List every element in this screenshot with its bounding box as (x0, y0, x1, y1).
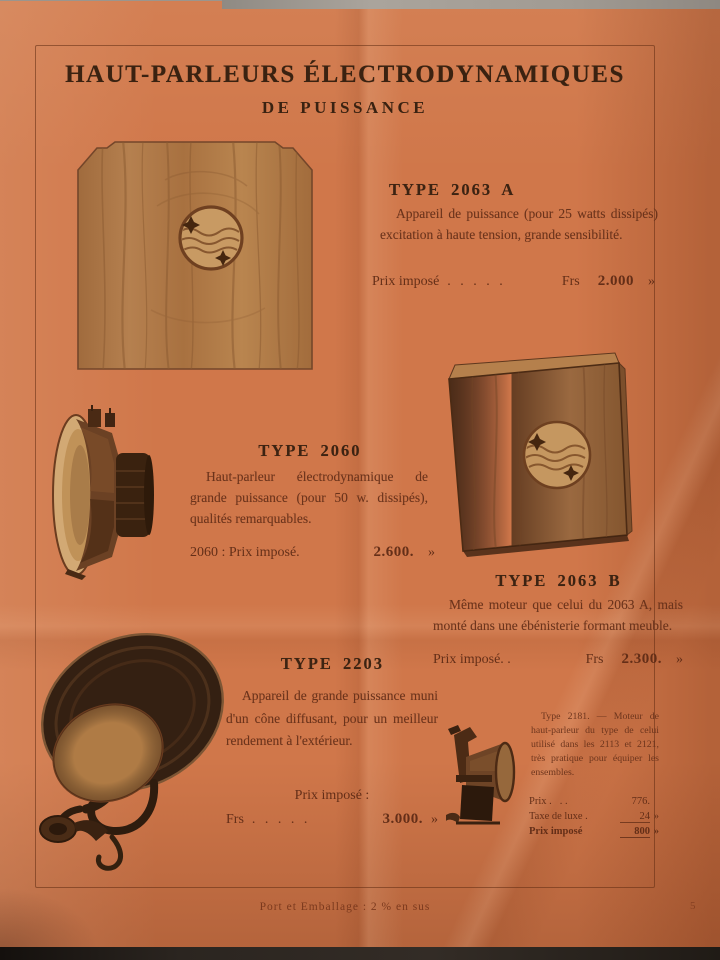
section-body-2203: Appareil de grande puissance muni d'un cône diffusant, pour un meilleur rendement à l'extérieur. (226, 688, 438, 749)
cabinet-box-illustration (433, 349, 638, 564)
photo-backdrop-bottom-edge (0, 947, 720, 960)
shipping-note: Port et Emballage : 2 % en sus (259, 901, 431, 913)
price-row (529, 796, 659, 811)
motor-unit-figure (428, 715, 528, 827)
section-heading-2060: TYPE 2060 (258, 441, 362, 460)
price-currency: Frs (585, 652, 604, 667)
price-amount: 2.000 (597, 273, 634, 289)
price-label-2203 (226, 788, 438, 804)
baffle-panel-illustration (75, 140, 315, 372)
price-line-2063b (433, 651, 683, 668)
price-line-2060 (190, 544, 435, 561)
motor-unit-illustration (428, 715, 528, 827)
price-row-dots: . . (559, 796, 568, 807)
section-body-2063a: Appareil de puissance (pour 25 watts dissipés) excitation à haute tension, grande sensibilité. (380, 206, 658, 242)
price-row-value: 24 (620, 811, 650, 823)
price-suffix: » (428, 545, 435, 560)
section-heading-2203: TYPE 2203 (280, 654, 385, 673)
price-line-2063a (372, 273, 655, 290)
price-amount: 3.000. (382, 811, 423, 827)
price-row-suffix: » (653, 811, 659, 822)
driver-unit-figure (50, 403, 168, 581)
price-row-label: Taxe de luxe . (529, 811, 588, 822)
price-label: Prix imposé. . (433, 652, 511, 667)
section-heading-2063b: TYPE 2063 B (495, 571, 622, 590)
baffle-panel-figure (75, 140, 315, 372)
price-currency: Frs (226, 812, 244, 827)
price-row-value: 776. (631, 796, 650, 807)
price-suffix: » (676, 652, 683, 667)
cabinet-box-figure (433, 349, 638, 564)
price-label: Prix imposé (372, 274, 440, 289)
price-amount: 2.600. (373, 544, 414, 560)
price-amount: 2.300. (621, 651, 662, 667)
price-row (529, 826, 659, 841)
section-heading-2063a: TYPE 2063 A (389, 180, 516, 199)
page-title: HAUT-PARLEURS ÉLECTRODYNAMIQUES (65, 61, 625, 88)
price-dots: . . . . . (251, 812, 311, 827)
price-currency: Frs (561, 274, 580, 289)
price-row (529, 811, 659, 826)
price-suffix: » (431, 812, 438, 827)
page-number: 5 (690, 900, 696, 912)
photo-backdrop-top-edge (222, 0, 720, 9)
price-label: 2060 : Prix imposé. (190, 545, 300, 560)
price-row-label: Prix . (529, 796, 552, 807)
catalog-page (0, 1, 720, 951)
price-row-suffix: » (653, 826, 659, 837)
driver-unit-illustration (50, 403, 168, 581)
price-label: Prix imposé : (294, 788, 370, 803)
price-table-2181 (529, 796, 659, 841)
section-body-2060: Haut-parleur électrodynamique de grande puissance (pour 50 w. dissipés), qualités remarquables. (190, 469, 428, 526)
page-subtitle: DE PUISSANCE (261, 98, 429, 117)
motor-note-2181: Type 2181. — Moteur de haut-parleur du type de celui utilisé dans les 2113 et 2121, très pratique pour équiper les ensembles. (531, 711, 659, 778)
price-dots: . . . . . (447, 274, 506, 289)
price-row-value: 800 (620, 826, 650, 838)
price-line-2203 (226, 811, 438, 828)
section-body-2063b: Même moteur que celui du 2063 A, mais monté dans une ébénisterie formant meuble. (433, 597, 683, 633)
horn-speaker-figure (28, 613, 233, 875)
horn-speaker-illustration (28, 613, 233, 875)
price-suffix: » (648, 274, 655, 289)
price-row-label: Prix imposé (529, 826, 583, 837)
